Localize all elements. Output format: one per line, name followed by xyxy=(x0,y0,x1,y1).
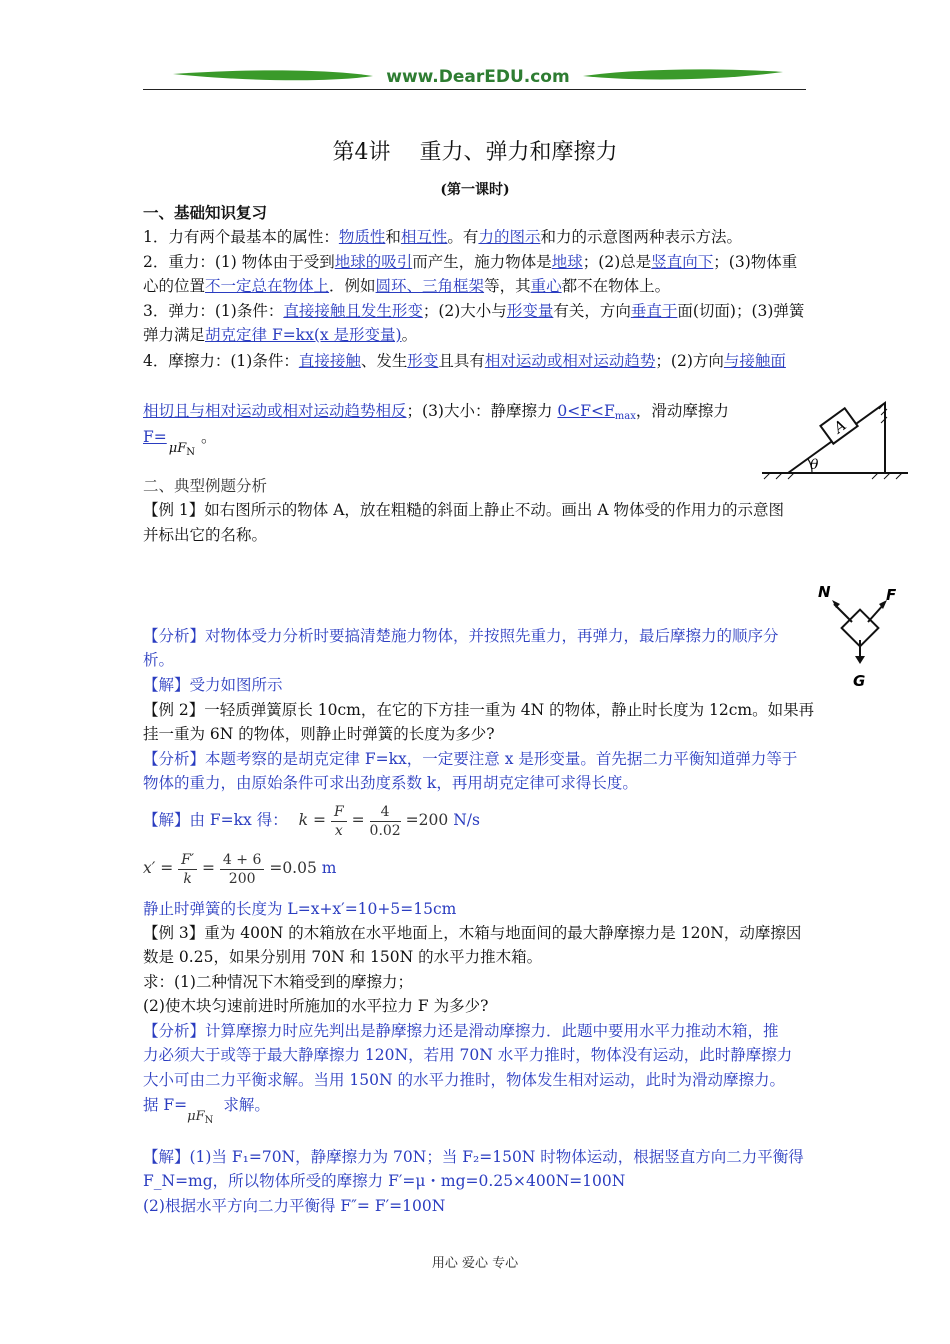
paragraph-1: 1．力有两个最基本的属性：物质性和相互性。有力的图示和力的示意图两种表示方法。 xyxy=(143,228,742,246)
example-1-line-2: 并标出它的名称。 xyxy=(143,526,268,544)
example-3-line-1: 【例 3】重为 400N 的木箱放在水平地面上，木箱与地面间的最大静摩擦力是 120N，动摩擦因 xyxy=(143,924,802,942)
friction-force-label: F xyxy=(886,586,897,604)
example-3-line-3: 求：(1)二种情况下木箱受到的摩擦力； xyxy=(143,973,413,991)
example-3-analysis-line-3: 大小可由二力平衡求解。当用 150N 的水平力推时，物体发生相对运动，此时为滑动摩擦力。 xyxy=(143,1071,786,1089)
page-subtitle: (第一课时) xyxy=(440,182,510,198)
example-3-line-2: 数是 0.25，如果分别用 70N 和 150N 的水平力推木箱。 xyxy=(143,948,543,966)
block-label: A xyxy=(830,416,850,438)
example-3-line-4: (2)使木块匀速前进时所施加的水平拉力 F 为多少? xyxy=(143,997,489,1015)
paragraph-4: 4．摩擦力：(1)条件：直接接触、发生形变且具有相对运动或相对运动趋势；(2)方向与接触面 xyxy=(143,352,786,370)
example-1-analysis-line-2: 析。 xyxy=(143,651,175,669)
page-title: 第4讲 重力、弹力和摩擦力 xyxy=(332,140,618,165)
section-heading-1: 一、基础知识复习 xyxy=(143,203,268,222)
example-3-solution-line-2: F_N=mg，所以物体所受的摩擦力 F′=μ・mg=0.25×400N=100N xyxy=(143,1172,626,1190)
example-2-analysis-line-2: 物体的重力，由原始条件可求出劲度系数 k，再用胡克定律可求得长度。 xyxy=(143,774,638,792)
example-2-line-2: 挂一重为 6N 的物体，则静止时弹簧的长度为多少? xyxy=(143,725,495,743)
example-1-line-1: 【例 1】如右图所示的物体 A，放在粗糙的斜面上静止不动。画出 A 物体受的作用力的示意图 xyxy=(143,501,784,519)
example-2-solution-eq-2: x′ = $\frac{F'}{k}$ = $\frac{4 + 6}{200}$ =0.05 m xyxy=(143,851,337,887)
svg-text:www.DearEDU.com: www.DearEDU.com xyxy=(386,67,570,87)
example-3-analysis-line-2: 力必须大于或等于最大静摩擦力 120N，若用 70N 水平力推时，物体没有运动，此时静摩擦力 xyxy=(143,1046,793,1064)
paragraph-4b: 相切且与相对运动或相对运动趋势相反；(3)大小：静摩擦力 $0<F<F_{max}$，滑动摩擦力 xyxy=(143,402,729,422)
paragraph-2: 2．重力：(1) 物体由于受到地球的吸引而产生，施力物体是地球；(2)总是竖直向下；(3)物体重 xyxy=(143,253,798,271)
paragraph-3: 3．弹力：(1)条件：直接接触且发生形变；(2)大小与形变量有关，方向垂直于面(切面)；(3)弹簧 xyxy=(143,302,805,320)
page-footer: 用心 爱心 专心 xyxy=(431,1256,519,1271)
paragraph-3b: 弹力满足胡克定律 F=kx(x 是形变量)。 xyxy=(143,326,418,344)
example-3-solution-line-3: (2)根据水平方向二力平衡得 F″= F′=100N xyxy=(143,1197,446,1215)
example-2-analysis-line-1: 【分析】本题考察的是胡克定律 F=kx，一定要注意 x 是形变量。首先据二力平衡知道弹力等于 xyxy=(143,750,798,768)
gravity-label: G xyxy=(853,672,866,690)
example-3-analysis-line-1: 【分析】计算摩擦力时应先判出是静摩擦力还是滑动摩擦力．此题中要用水平力推动木箱，推 xyxy=(143,1022,779,1040)
paragraph-2b: 心的位置不一定总在物体上．例如圆环、三角框架等，其重心都不在物体上。 xyxy=(143,277,671,295)
incline-figure xyxy=(760,395,910,480)
example-1-solution: 【解】受力如图所示 xyxy=(143,676,283,694)
example-3-solution-line-1: 【解】(1)当 F₁=70N，静摩擦力为 70N；当 F₂=150N 时物体运动，根据竖直方向二力平衡得 xyxy=(143,1148,804,1166)
normal-force-label: N xyxy=(818,583,831,601)
example-3-analysis-line-4: 据 $F=_{\mu FN}$求解。 xyxy=(143,1096,270,1126)
example-1-analysis-line-1: 【分析】对物体受力分析时要搞清楚施力物体，并按照先重力，再弹力，最后摩擦力的顺序分 xyxy=(143,627,779,645)
site-logo xyxy=(143,62,806,92)
example-2-line-1: 【例 2】一轻质弹簧原长 10cm，在它的下方挂一重为 4N 的物体，静止时长度为 12cm。如果再 xyxy=(143,701,815,719)
theta-label: θ xyxy=(810,457,819,473)
paragraph-4c: $F=_{\mu FN}$。 xyxy=(143,428,217,458)
header-rule xyxy=(143,89,806,90)
example-2-final: 静止时弹簧的长度为 L=x+x′=10+5=15cm xyxy=(143,900,457,918)
force-diagram xyxy=(812,580,902,690)
example-2-solution-eq-1: 【解】由 F=kx 得： k = $\frac{F}{x}$ = $\frac{4}{0.02}$ =200 N/s xyxy=(143,803,480,839)
section-heading-2: 二、典型例题分析 xyxy=(143,477,268,495)
